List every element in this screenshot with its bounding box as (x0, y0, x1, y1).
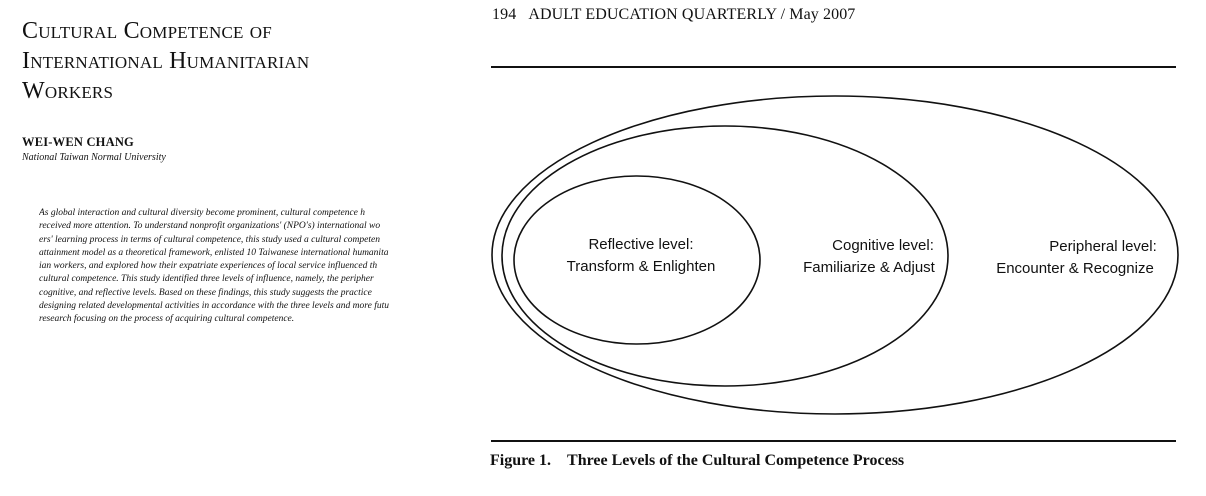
title-line: Workers (22, 78, 114, 104)
bottom-rule (491, 440, 1176, 442)
peripheral-level-action: Encounter & Recognize (996, 260, 1154, 277)
cognitive-level-label: Cognitive level: (832, 237, 934, 254)
abstract (39, 207, 439, 327)
abstract-line: ian workers, and explored how their expatriate experiences of local service influenced th (39, 261, 378, 272)
abstract-line: ers' learning process in terms of cultural competence, this study used a cultural competen (39, 234, 380, 245)
title-line: International Humanitarian (22, 48, 310, 74)
figure-title: Three Levels of the Cultural Competence Process (567, 452, 905, 469)
peripheral-level-label: Peripheral level: (1049, 238, 1157, 255)
abstract-line: research focusing on the process of acquiring cultural competence. (39, 314, 295, 325)
cognitive-level-action: Familiarize & Adjust (803, 259, 935, 276)
reflective-level-label: Reflective level: (588, 236, 694, 253)
figure-caption (490, 452, 904, 470)
levels-diagram (445, 0, 1206, 496)
abstract-line: received more attention. To understand nonprofit organizations' (NPO's) international wo (39, 221, 381, 232)
abstract-line: attainment model as a theoretical framework, enlisted 10 Taiwanese international humanita (39, 247, 389, 258)
abstract-line: designing related developmental activities in accordance with the three levels and more futu (39, 301, 390, 312)
title-line: Cultural Competence of (22, 18, 272, 44)
article-title (22, 16, 309, 106)
page-number: 194 (492, 6, 517, 23)
reflective-level-action: Transform & Enlighten (566, 258, 716, 275)
author-affiliation: National Taiwan Normal University (22, 152, 166, 163)
figure-page (445, 0, 1206, 496)
figure-label: Figure 1. (490, 452, 552, 469)
abstract-line: As global interaction and cultural diversity become prominent, cultural competence h (39, 208, 366, 218)
cognitive-ellipse (502, 126, 948, 386)
journal-header: ADULT EDUCATION QUARTERLY / May 2007 (528, 6, 856, 23)
article-first-page (0, 0, 445, 496)
abstract-line: cultural competence. This study identified three levels of influence, namely, the peripher (39, 274, 374, 285)
abstract-line: cognitive, and reflective levels. Based on these findings, this study suggests the practice (39, 287, 372, 298)
author-name: WEI-WEN CHANG (22, 135, 134, 149)
